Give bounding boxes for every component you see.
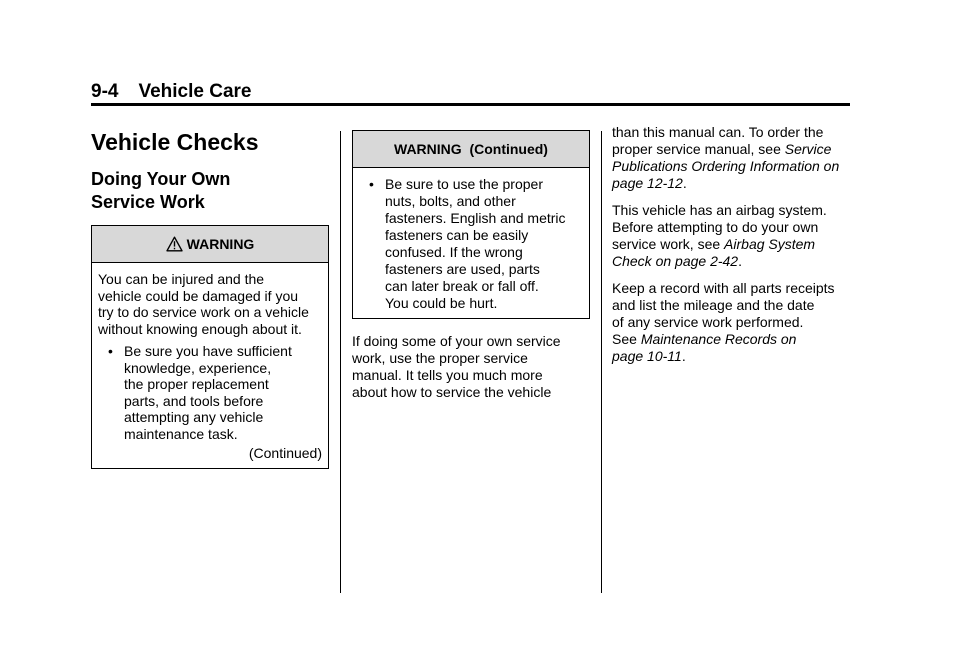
bullet-line: maintenance task.: [124, 425, 238, 442]
service-publications-link[interactable]: Publications Ordering Information on: [612, 158, 840, 174]
bullet-line: can later break or fall off.: [385, 278, 539, 294]
warning-bullet: [98, 343, 322, 442]
paragraph-line: of any service work performed.: [612, 314, 804, 330]
bullet-line: You could be hurt.: [385, 295, 498, 311]
section-title: Vehicle Care: [138, 81, 252, 102]
section-heading-line-1: Doing Your Own: [91, 169, 231, 189]
warning-box: [91, 225, 329, 469]
paragraph-line: than this manual can. To order the: [612, 124, 824, 140]
bullet-line: confused. If the wrong: [385, 244, 523, 260]
warning-intro: [98, 271, 322, 337]
bullet-line: fasteners can be easily: [385, 227, 529, 243]
warning-continued-header: WARNING (Continued): [353, 131, 589, 168]
bullet-line: parts, and tools before: [124, 392, 264, 409]
middle-column: [352, 130, 592, 401]
bullet-line: the proper replacement: [124, 376, 269, 392]
period: .: [738, 253, 742, 269]
bullet-line: knowledge, experience,: [124, 359, 272, 376]
period: .: [682, 175, 687, 191]
order-manual-paragraph: [612, 124, 857, 192]
warning-continued-body: [353, 168, 589, 318]
paragraph-line: This vehicle has an airbag system.: [612, 202, 827, 218]
paragraph-line: service work, see: [612, 236, 725, 252]
page-ref-12-12[interactable]: page 12-12: [612, 175, 683, 191]
service-publications-link[interactable]: Service: [784, 141, 832, 157]
warning-intro-line: You can be injured and the: [98, 271, 265, 287]
page-title: Vehicle Checks: [91, 129, 259, 155]
paragraph-line: about how to service the vehicle: [352, 384, 552, 400]
warning-label: WARNING: [186, 236, 255, 252]
records-paragraph: [612, 280, 857, 365]
warning-intro-line: try to do service work on a vehicle: [98, 304, 309, 320]
service-manual-paragraph: [352, 333, 592, 401]
warning-continued-box: [352, 130, 590, 319]
paragraph-line: Before attempting to do your own: [612, 219, 819, 235]
page-number: 9-4: [91, 81, 119, 102]
airbag-system-check-link[interactable]: Check on page 2-42: [612, 253, 739, 269]
bullet-icon: •: [369, 176, 374, 192]
airbag-paragraph: [612, 202, 857, 270]
airbag-system-check-link[interactable]: Airbag System: [724, 236, 816, 252]
continued-note: (Continued): [248, 445, 322, 461]
paragraph-line: Keep a record with all parts receipts: [612, 280, 835, 296]
maintenance-records-link[interactable]: Maintenance Records on: [640, 331, 797, 347]
bullet-line: fasteners. English and metric: [385, 210, 566, 226]
bullet-line: Be sure you have sufficient: [124, 343, 292, 359]
paragraph-line: manual. It tells you much more: [352, 367, 543, 383]
bullet-icon: •: [108, 343, 113, 359]
paragraph-line: work, use the proper service: [352, 350, 528, 366]
paragraph-line: See: [612, 331, 641, 347]
paragraph-line: and list the mileage and the date: [612, 297, 815, 313]
column-divider-left: [340, 131, 341, 593]
header-rule: [91, 103, 850, 106]
column-divider-right: [601, 131, 602, 593]
warning-header: [92, 226, 328, 263]
paragraph-line: proper service manual, see: [612, 141, 785, 157]
warning-intro-line: vehicle could be damaged if you: [98, 287, 299, 304]
left-column: [91, 128, 329, 469]
bullet-line: attempting any vehicle: [124, 409, 264, 425]
section-heading-line-2: Service Work: [91, 192, 205, 212]
warning-bullet: [359, 176, 583, 312]
page-header: [91, 80, 850, 104]
bullet-line: nuts, bolts, and other: [385, 193, 516, 209]
period: .: [681, 348, 686, 364]
section-heading: [91, 168, 329, 214]
right-column: [612, 124, 857, 365]
paragraph-line: If doing some of your own service: [352, 333, 561, 349]
bullet-line: Be sure to use the proper: [385, 176, 543, 192]
bullet-line: fasteners are used, parts: [385, 261, 540, 277]
warning-body: [92, 263, 328, 468]
maintenance-records-link[interactable]: page 10-11: [612, 348, 682, 364]
warning-intro-line: without knowing enough about it.: [98, 320, 302, 337]
warning-triangle-icon: [166, 229, 183, 265]
